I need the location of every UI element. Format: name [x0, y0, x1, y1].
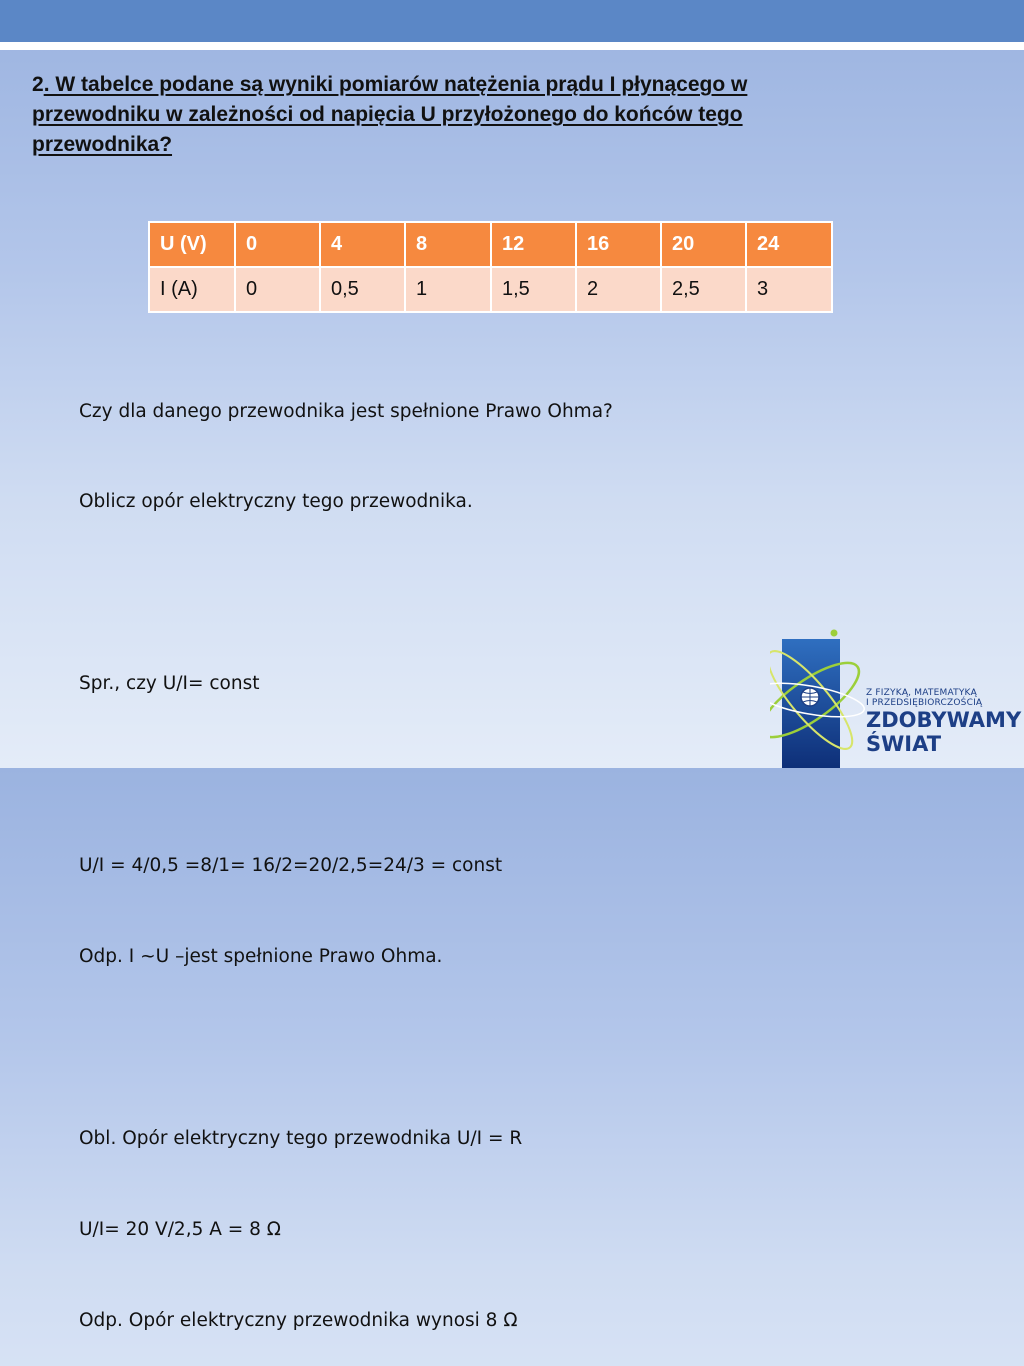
table-row-current — [149, 267, 832, 312]
table-cell: 2,5 — [661, 267, 746, 312]
solution-line — [79, 760, 613, 790]
table-cell: 4 — [320, 222, 405, 267]
measurement-table — [148, 221, 833, 313]
question-line-2 — [32, 100, 932, 130]
question-line-1-text: . W tabelce podane są wyniki pomiarów natężenia prądu I płynącego w — [43, 73, 748, 96]
solution-line — [79, 578, 613, 608]
table-cell: 8 — [405, 222, 491, 267]
table-cell: 24 — [746, 222, 832, 267]
solution-line: U/I = 4/0,5 =8/1= 16/2=20/2,5=24/3 = const — [79, 855, 503, 877]
solution-line — [79, 1033, 613, 1063]
solution-line: Spr., czy U/I= const — [79, 673, 260, 695]
logo-line-4: ŚWIAT — [866, 732, 942, 756]
table-cell: U (V) — [149, 222, 235, 267]
table-cell: 16 — [576, 222, 661, 267]
solution-text — [79, 336, 613, 1366]
solution-line: Odp. Opór elektryczny przewodnika wynosi 8 Ω — [79, 1309, 518, 1331]
table-cell: 0 — [235, 222, 320, 267]
header-band — [0, 0, 1024, 42]
table-cell: 0 — [235, 267, 320, 312]
table-cell: 3 — [746, 267, 832, 312]
table-cell: I (A) — [149, 267, 235, 312]
question-line-1 — [32, 70, 932, 100]
logo-text — [866, 688, 1021, 756]
table-cell: 1,5 — [491, 267, 576, 312]
table-cell: 0,5 — [320, 267, 405, 312]
solution-line: Obl. Opór elektryczny tego przewodnika U/I = R — [79, 1127, 523, 1149]
logo-line-2: I PRZEDSIĘBIORCZOŚCIĄ — [866, 698, 983, 708]
header-divider — [0, 42, 1024, 50]
solution-line: U/I= 20 V/2,5 A = 8 Ω — [79, 1218, 281, 1240]
question-line-3-text: przewodnika? — [32, 133, 173, 156]
table-cell: 20 — [661, 222, 746, 267]
question-line-3 — [32, 130, 932, 160]
logo-line-3: ZDOBYWAMY — [866, 708, 1022, 732]
solution-line: Oblicz opór elektryczny tego przewodnika. — [79, 491, 473, 513]
table-cell: 12 — [491, 222, 576, 267]
solution-line: Odp. I ~U –jest spełnione Prawo Ohma. — [79, 945, 443, 967]
question-number: 2 — [32, 73, 44, 96]
table-cell: 1 — [405, 267, 491, 312]
table-cell: 2 — [576, 267, 661, 312]
table-row-voltage — [149, 222, 832, 267]
solution-line: Czy dla danego przewodnika jest spełnione Prawo Ohma? — [79, 400, 613, 422]
logo-line-1: Z FIZYKĄ, MATEMATYKĄ — [866, 688, 977, 698]
question-line-2-text: przewodniku w zależności od napięcia U przyłożonego do końców tego — [32, 103, 743, 126]
question-text — [32, 70, 932, 160]
